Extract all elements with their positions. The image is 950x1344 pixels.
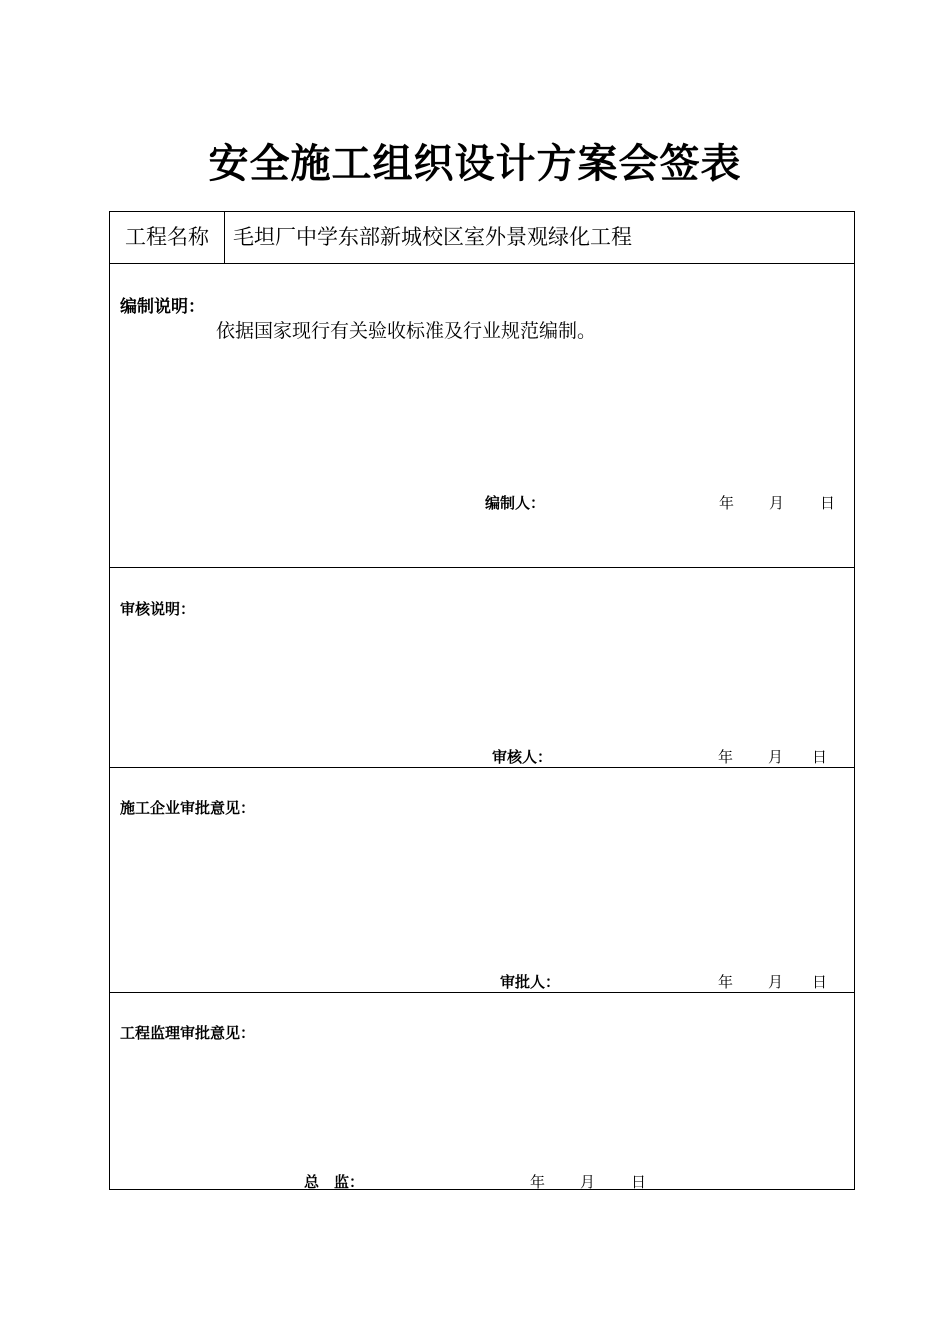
supervise-date-month: 月 xyxy=(580,1173,596,1191)
supervise-label: 工程监理审批意见： xyxy=(120,1024,256,1042)
compile-signer-label: 编制人： xyxy=(485,494,546,512)
supervise-section xyxy=(110,992,854,1189)
approve-signer-label: 审批人： xyxy=(500,973,561,991)
review-date-month: 月 xyxy=(768,748,784,766)
review-date-day: 日 xyxy=(812,748,828,766)
approve-date-year: 年 xyxy=(718,973,734,991)
supervise-signer-label: 总 监： xyxy=(304,1173,365,1191)
compile-body: 依据国家现行有关验收标准及行业规范编制。 xyxy=(216,320,597,342)
approve-date-day: 日 xyxy=(812,973,828,991)
supervise-date-year: 年 xyxy=(530,1173,546,1191)
project-name-value: 毛坦厂中学东部新城校区室外景观绿化工程 xyxy=(233,225,632,249)
review-section xyxy=(110,567,854,767)
sign-off-table xyxy=(109,211,855,1190)
approve-section xyxy=(110,767,854,992)
approve-label: 施工企业审批意见： xyxy=(120,799,256,817)
compile-date-year: 年 xyxy=(719,494,735,512)
review-date-year: 年 xyxy=(718,748,734,766)
project-name-label: 工程名称 xyxy=(110,212,225,263)
approve-date-month: 月 xyxy=(768,973,784,991)
compile-date-day: 日 xyxy=(820,494,836,512)
page-title: 安全施工组织设计方案会签表 xyxy=(208,140,742,187)
project-name-row xyxy=(110,212,854,264)
review-label: 审核说明： xyxy=(120,600,196,618)
compile-date-month: 月 xyxy=(769,494,785,512)
compile-label: 编制说明： xyxy=(120,297,205,317)
compile-section xyxy=(110,263,854,567)
review-signer-label: 审核人： xyxy=(492,748,553,766)
supervise-date-day: 日 xyxy=(631,1173,647,1191)
